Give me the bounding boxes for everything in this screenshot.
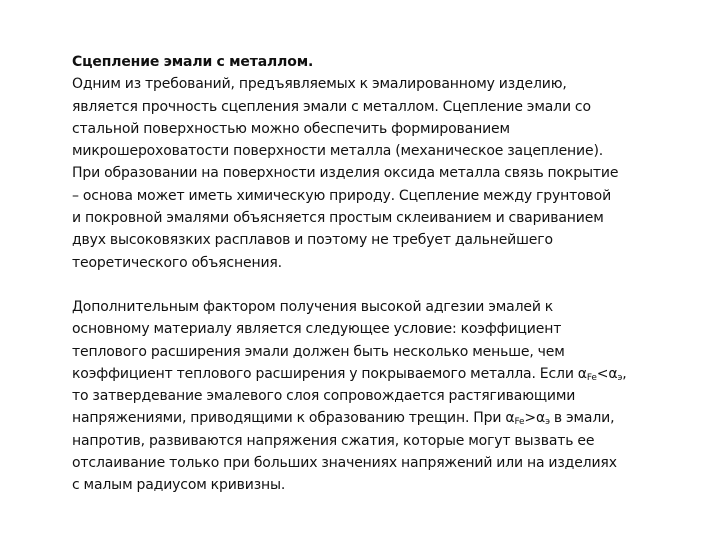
text-line-with-formula bbox=[72, 407, 672, 429]
greater-than-operator: > bbox=[524, 410, 536, 427]
text-line: и покровной эмалями объясняется простым склеиванием и свариванием bbox=[72, 210, 604, 227]
formula-alpha-fe-greater-than-alpha-e bbox=[505, 410, 550, 426]
text-block bbox=[72, 51, 672, 497]
text-line: то затвердевание эмалевого слоя сопровождается растягивающими bbox=[72, 388, 576, 405]
text-line: напротив, развиваются напряжения сжатия, которые могут вызвать ее bbox=[72, 432, 595, 449]
text-line: двух высоковязких расплавов и поэтому не требует дальнейшего bbox=[72, 232, 553, 249]
text-line: Дополнительным фактором получения высокой адгезии эмалей к bbox=[72, 298, 554, 315]
text-line-with-formula bbox=[72, 363, 672, 385]
text-line: теплового расширения эмали должен быть несколько меньше, чем bbox=[72, 343, 565, 360]
text-fragment: , bbox=[622, 365, 627, 382]
text-fragment: напряжениями, приводящими к образованию трещин. При bbox=[72, 410, 506, 427]
text-line: – основа может иметь химическую природу. Сцепление между грунтовой bbox=[72, 187, 612, 204]
subscript-e: э bbox=[545, 417, 550, 428]
subscript-fe: Fe bbox=[514, 417, 525, 428]
alpha-symbol: α bbox=[535, 410, 546, 427]
alpha-symbol: α bbox=[505, 410, 515, 427]
alpha-symbol: α bbox=[608, 365, 618, 382]
text-line: является прочность сцепления эмали с металлом. Сцепление эмали со bbox=[72, 98, 591, 115]
text-line: основному материалу является следующее условие: коэффициент bbox=[72, 321, 562, 338]
alpha-symbol: α bbox=[577, 365, 587, 382]
document-title: Сцепление эмали с металлом. bbox=[72, 54, 314, 70]
text-line: теоретического объяснения. bbox=[72, 254, 282, 271]
subscript-e: э bbox=[617, 372, 623, 383]
paragraph-1 bbox=[72, 51, 672, 274]
text-line: Одним из требований, предъявляемых к эмалированному изделию, bbox=[72, 76, 567, 93]
paragraph-2 bbox=[72, 296, 672, 497]
text-line: стальной поверхностью можно обеспечить формированием bbox=[72, 120, 510, 137]
text-fragment: коэффициент теплового расширения у покрываемого металла. Если bbox=[72, 365, 578, 382]
text-line: При образовании на поверхности изделия оксида металла связь покрытие bbox=[72, 165, 619, 182]
less-than-operator: < bbox=[596, 365, 609, 382]
formula-alpha-fe-less-than-alpha-e bbox=[578, 366, 623, 382]
text-line: с малым радиусом кривизны. bbox=[72, 477, 286, 494]
subscript-fe: Fe bbox=[586, 372, 597, 383]
text-line: отслаивание только при больших значениях напряжений или на изделиях bbox=[72, 455, 617, 472]
text-line: микрошероховатости поверхности металла (механическое зацепление). bbox=[72, 143, 604, 160]
text-fragment: в эмали, bbox=[549, 410, 615, 427]
